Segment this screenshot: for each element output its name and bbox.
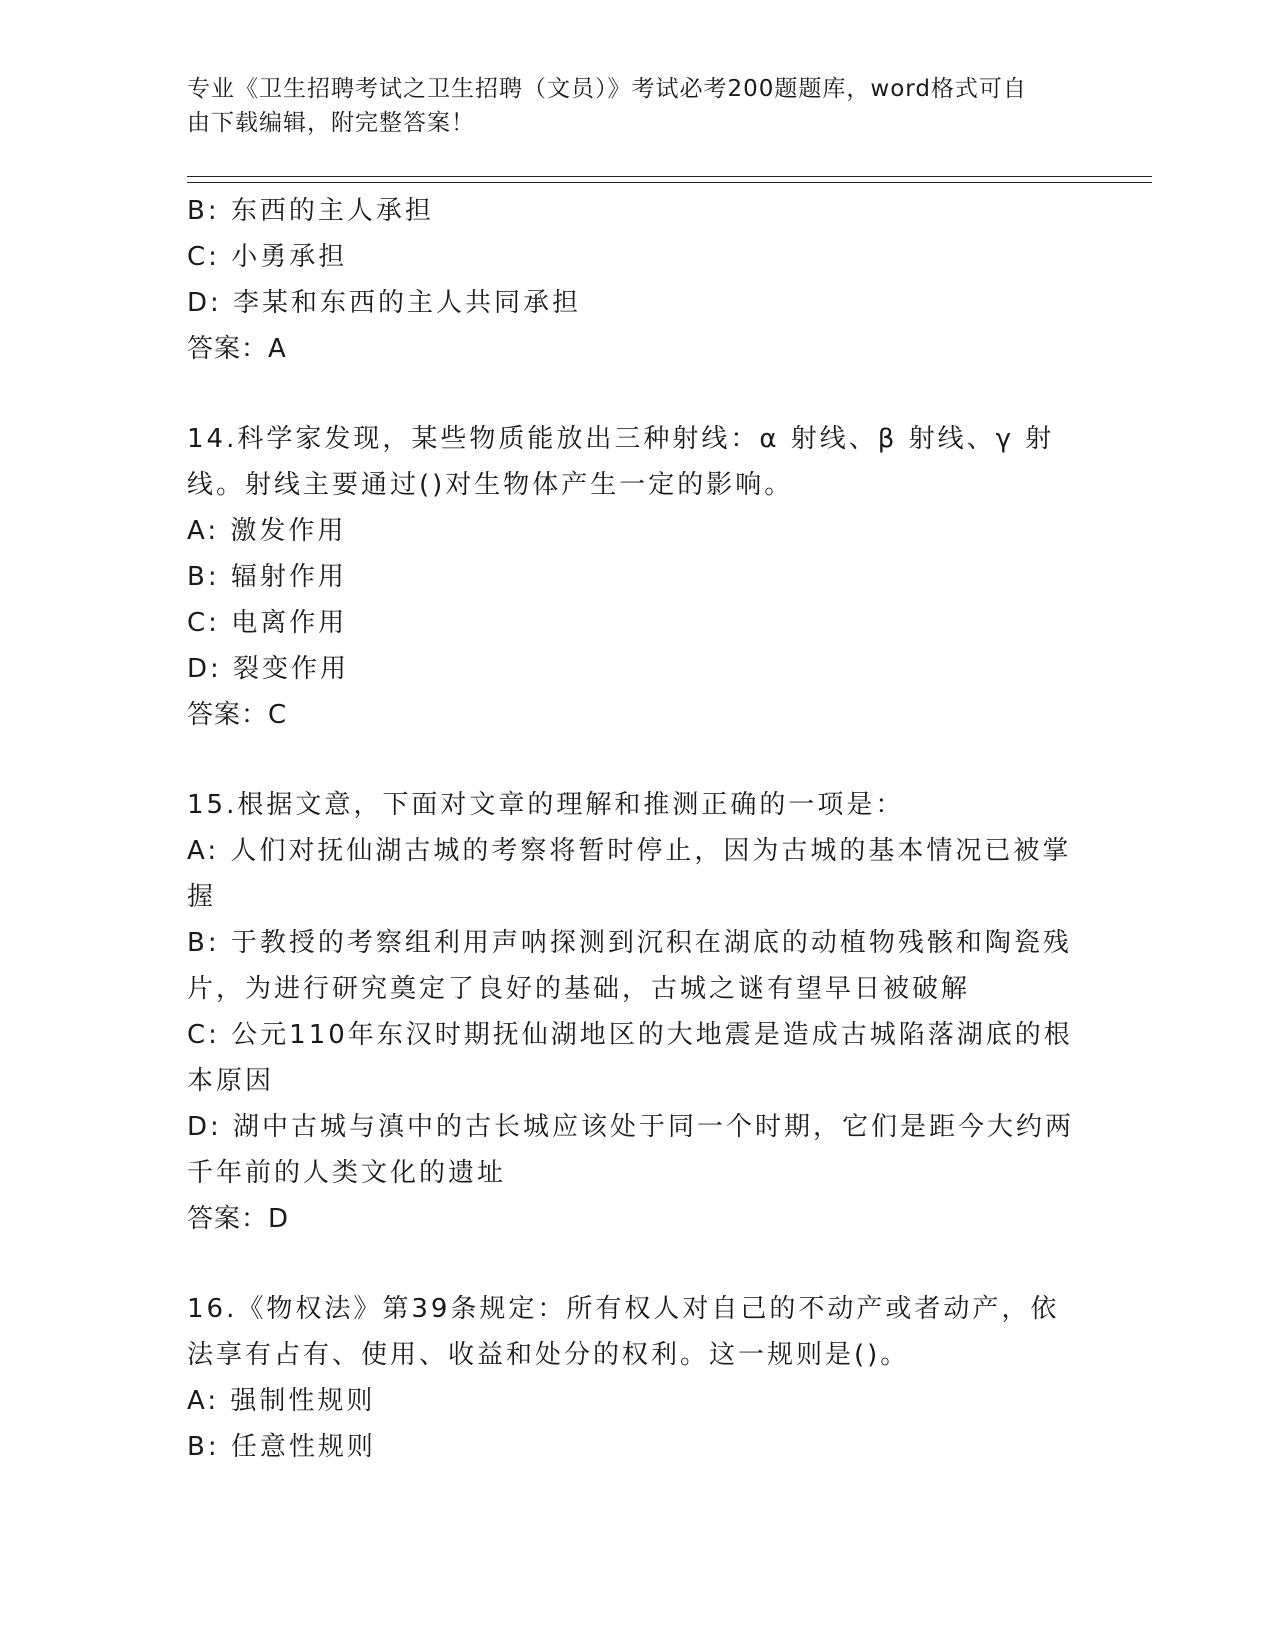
question-16 (187, 1286, 1087, 1470)
option-c-line-1: C: 公元110年东汉时期抚仙湖地区的大地震是造成古城陷落湖底的根 (187, 1020, 1073, 1050)
option-c-line-2: 本原因 (187, 1066, 275, 1096)
option-text: 电离作用 (231, 608, 348, 638)
option-text: 强制性规则 (230, 1386, 376, 1416)
question-14 (187, 416, 1087, 738)
question-stem-line-2: 线。射线主要通过()对生物体产生一定的影响。 (187, 470, 794, 500)
option-text: 任意性规则 (230, 1432, 376, 1462)
option-label: A: (187, 516, 220, 546)
question-15 (187, 782, 1087, 1242)
question-stem-line-2: 法享有占有、使用、收益和处分的权利。这一规则是()。 (187, 1340, 910, 1370)
option-label: B: (187, 562, 220, 592)
option-label: C: (187, 608, 220, 638)
option-b-line-1: B: 于教授的考察组利用声呐探测到沉积在湖底的动植物残骸和陶瓷残 (187, 928, 1072, 958)
answer-line: 答案：D (187, 1204, 290, 1234)
spacer (187, 738, 1087, 782)
option-b (187, 554, 1087, 600)
answer-line: 答案：C (187, 700, 288, 730)
question-stem-line-1: 14.科学家发现，某些物质能放出三种射线：α 射线、β 射线、γ 射 (187, 424, 1055, 454)
option-text: 辐射作用 (230, 562, 347, 592)
option-label: D: (187, 654, 222, 684)
option-text: 裂变作用 (233, 654, 350, 684)
option-d-line-1: D: 湖中古城与滇中的古长城应该处于同一个时期，它们是距今大约两 (187, 1112, 1075, 1142)
question-stem-line-1: 16.《物权法》第39条规定：所有权人对自己的不动产或者动产，依 (187, 1294, 1060, 1324)
option-d-line-2: 千年前的人类文化的遗址 (187, 1158, 507, 1188)
question-13-tail (187, 188, 1087, 372)
option-label: A: (187, 1386, 220, 1416)
answer-line: 答案：A (187, 334, 287, 364)
option-a-line-1: A: 人们对抚仙湖古城的考察将暂时停止，因为古城的基本情况已被掌 (187, 836, 1072, 866)
header-rule-bottom (187, 182, 1152, 183)
option-text: 东西的主人承担 (230, 196, 434, 226)
header-rule-top (187, 176, 1152, 177)
option-a-line-2: 握 (187, 882, 217, 912)
option-c (187, 600, 1087, 646)
document-header (187, 72, 1087, 140)
document-body (187, 188, 1087, 1470)
option-d (187, 646, 1087, 692)
option-label: D: (187, 288, 222, 318)
spacer (187, 1242, 1087, 1286)
option-a (187, 1378, 1087, 1424)
option-text: 李某和东西的主人共同承担 (233, 288, 582, 318)
option-label: C: (187, 242, 220, 272)
option-d (187, 280, 1087, 326)
question-stem: 15.根据文意，下面对文章的理解和推测正确的一项是： (187, 790, 905, 820)
header-line-1: 专业《卫生招聘考试之卫生招聘（文员）》考试必考200题题库，word格式可自 (187, 76, 1027, 102)
option-text: 激发作用 (230, 516, 347, 546)
option-b (187, 188, 1087, 234)
option-b (187, 1424, 1087, 1470)
option-b-line-2: 片，为进行研究奠定了良好的基础，古城之谜有望早日被破解 (187, 974, 971, 1004)
option-label: B: (187, 196, 220, 226)
option-c (187, 234, 1087, 280)
header-line-2: 由下载编辑，附完整答案！ (187, 110, 475, 136)
option-label: B: (187, 1432, 220, 1462)
option-text: 小勇承担 (231, 242, 348, 272)
spacer (187, 372, 1087, 416)
option-a (187, 508, 1087, 554)
